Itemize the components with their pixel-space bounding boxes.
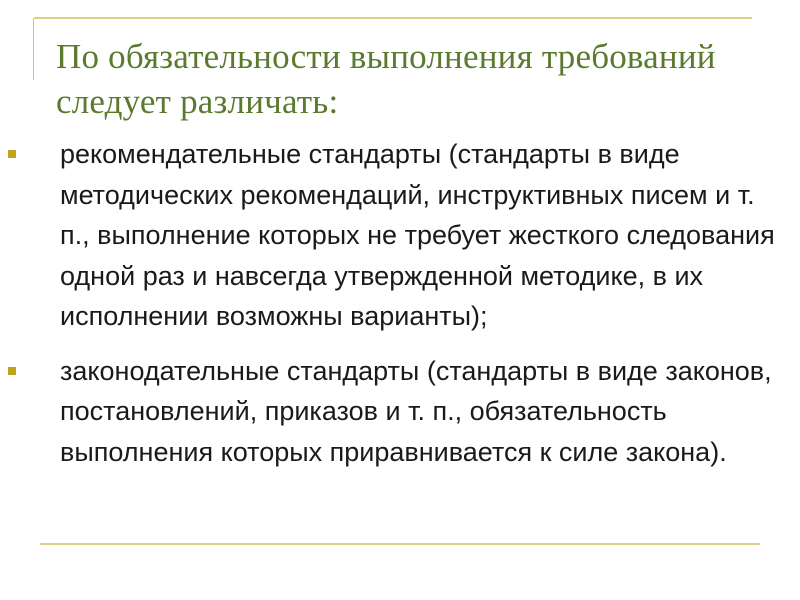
- slide-title: По обязательности выполнения требований следует различать:: [56, 37, 716, 121]
- square-bullet-icon: [8, 150, 16, 158]
- bullet-item-recommendation-standards: [0, 134, 800, 337]
- bottom-decorative-rule: [40, 543, 760, 545]
- bullet-list: [0, 134, 800, 486]
- bullet-text: законодательные стандарты (стандарты в виде законов, постановлений, приказов и т. п., обязательность выполнения которых приравнивается к силе закона).: [60, 355, 772, 467]
- square-bullet-icon: [8, 367, 16, 375]
- left-decorative-rule: [33, 18, 34, 80]
- bullet-text: рекомендательные стандарты (стандарты в виде методических рекомендаций, инструктивных писем и т. п., выполнение которых не требует жесткого следования одной раз и навсегда утвержденной методике, в их исполнении возможны варианты);: [60, 139, 775, 331]
- bullet-item-legislative-standards: [0, 351, 800, 473]
- top-decorative-rule: [34, 17, 752, 19]
